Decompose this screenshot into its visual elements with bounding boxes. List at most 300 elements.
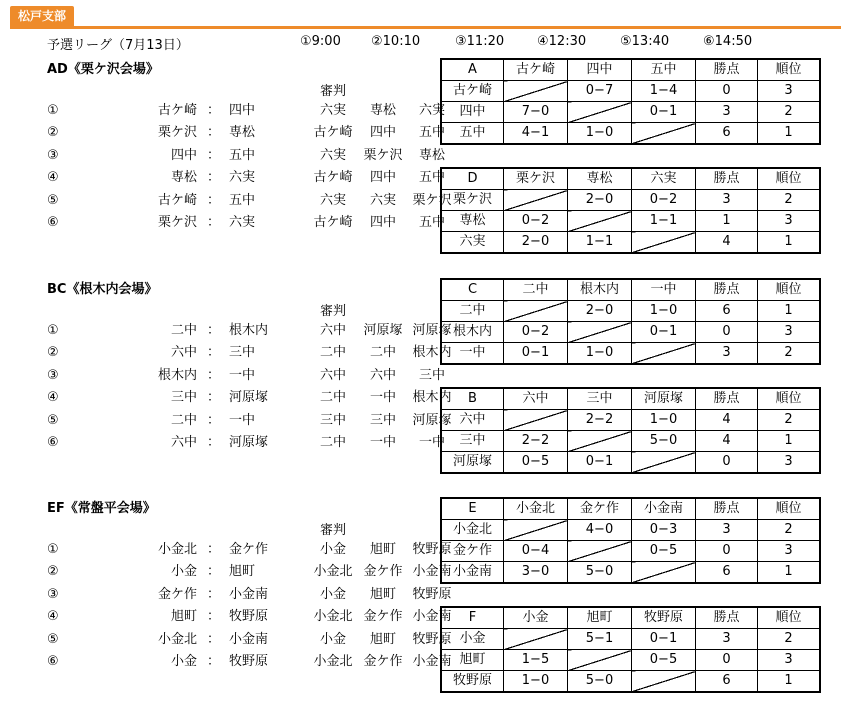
score-cell: 2 [758,343,821,365]
match-separator: ： [207,609,221,625]
row-team-name: 三中 [441,431,504,452]
score-cell: 3 [696,520,758,541]
column-header: 根木内 [568,279,632,301]
match-separator: ： [207,345,221,361]
away-team: 三中 [229,345,256,361]
score-cell: 1 [758,123,821,145]
score-cell: 3 [758,81,821,102]
self-match-cell [568,211,632,232]
home-team: 小金 [170,564,197,580]
referee-3: 河原塚 [412,412,452,428]
self-match-cell [632,452,696,474]
score-cell: 2−2 [568,410,632,431]
score-cell: 0−1 [632,102,696,123]
score-cell: 3 [696,629,758,650]
home-team: 六中 [170,345,197,361]
group-label: F [441,607,504,629]
time-4: ④12:30 [537,34,587,49]
referee-2: 四中 [369,215,396,230]
time-2: ②10:10 [371,34,421,49]
referee-label: 審判 [320,304,347,319]
column-header: 小金北 [504,498,568,520]
score-cell: 0 [696,452,758,474]
self-match-cell [632,232,696,254]
table-row [441,452,820,474]
column-header: 勝点 [696,59,758,81]
referee-2: 三中 [369,412,396,428]
score-cell: 1−4 [632,81,696,102]
referee-3: 河原塚 [412,323,452,338]
referee-1: 六中 [319,323,346,338]
table-header-row [441,388,820,410]
venue-title: AD《栗ケ沢会場》 [47,62,159,77]
column-header: 小金南 [632,498,696,520]
score-cell: 2−0 [568,190,632,211]
group-label: E [441,498,504,520]
match-number: ⑥ [47,435,59,450]
score-cell: 3−0 [504,562,568,584]
score-cell: 0−1 [504,343,568,365]
match-row [47,343,452,363]
referee-2: 金ケ作 [363,654,403,669]
league-table [440,58,821,145]
table-row [441,671,820,693]
match-separator: ： [207,125,221,141]
referee-3: 三中 [418,367,445,383]
referee-3: 小金南 [412,564,452,580]
referee-3: 牧野原 [412,586,452,602]
column-header: 順位 [758,59,821,81]
referee-3: 専松 [418,147,445,163]
score-cell: 2 [758,410,821,431]
away-team: 四中 [229,103,256,118]
home-team: 小金北 [157,631,197,647]
referee-2: 旭町 [369,586,396,602]
referee-3: 一中 [418,435,445,450]
away-team: 河原塚 [229,435,269,450]
away-team: 小金南 [229,631,269,647]
match-separator: ： [207,412,221,428]
score-cell: 1−5 [504,650,568,671]
group-label: A [441,59,504,81]
referee-1: 小金 [319,586,346,602]
self-match-cell [568,431,632,452]
score-cell: 1−1 [632,211,696,232]
score-cell: 1−0 [504,671,568,693]
score-cell: 4 [696,410,758,431]
column-header: 二中 [504,279,568,301]
match-number: ⑤ [47,631,59,647]
self-match-cell [568,541,632,562]
home-team: 六中 [170,435,197,450]
match-number: ③ [47,147,59,163]
match-row [47,146,445,166]
home-team: 栗ケ沢 [157,215,197,230]
score-cell: 0−1 [632,322,696,343]
home-team: 小金 [170,654,197,669]
time-1: ①9:00 [300,34,341,49]
column-header: 古ケ崎 [504,59,568,81]
column-header: 勝点 [696,498,758,520]
score-cell: 4 [696,431,758,452]
score-cell: 3 [696,190,758,211]
column-header: 河原塚 [632,388,696,410]
column-header: 順位 [758,607,821,629]
self-match-cell [504,629,568,650]
column-header: 一中 [632,279,696,301]
referee-2: 専松 [369,103,396,118]
column-header: 小金 [504,607,568,629]
score-cell: 1−0 [568,343,632,365]
match-separator: ： [207,170,221,186]
match-row [47,607,452,627]
score-cell: 2−2 [504,431,568,452]
score-cell: 1 [696,211,758,232]
self-match-cell [632,671,696,693]
score-cell: 3 [696,102,758,123]
score-cell: 0 [696,541,758,562]
column-header: 勝点 [696,168,758,190]
referee-1: 六中 [319,367,346,383]
column-header: 順位 [758,388,821,410]
table-row [441,520,820,541]
column-header: 四中 [568,59,632,81]
column-header: 勝点 [696,279,758,301]
match-separator: ： [207,323,221,338]
league-table [440,278,821,365]
venue-title: EF《常盤平会場》 [47,501,156,516]
group-label: D [441,168,504,190]
score-cell: 0−5 [632,541,696,562]
match-separator: ： [207,654,221,669]
table-row [441,232,820,254]
self-match-cell [568,102,632,123]
referee-1: 古ケ崎 [313,170,353,186]
away-team: 金ケ作 [229,542,269,557]
referee-2: 一中 [369,390,396,406]
referee-3: 栗ケ沢 [412,192,452,208]
table-row [441,81,820,102]
table-row [441,410,820,431]
referee-1: 古ケ崎 [313,125,353,141]
league-table [440,387,821,474]
score-cell: 3 [758,650,821,671]
referee-1: 小金 [319,542,346,557]
score-cell: 0 [696,650,758,671]
match-number: ① [47,542,59,557]
home-team: 二中 [170,323,197,338]
row-team-name: 河原塚 [441,452,504,474]
match-row [47,540,452,560]
home-team: 根木内 [157,367,197,383]
score-cell: 3 [758,541,821,562]
home-team: 四中 [170,147,197,163]
score-cell: 0−2 [632,190,696,211]
score-cell: 3 [758,322,821,343]
score-cell: 1−0 [632,410,696,431]
row-team-name: 専松 [441,211,504,232]
away-team: 五中 [229,192,256,208]
score-cell: 1 [758,671,821,693]
score-cell: 0−1 [568,452,632,474]
row-team-name: 根木内 [441,322,504,343]
self-match-cell [504,301,568,322]
match-row [47,321,452,341]
referee-3: 五中 [418,125,445,141]
score-cell: 0−4 [504,541,568,562]
match-row [47,630,452,650]
column-header: 旭町 [568,607,632,629]
match-number: ① [47,323,59,338]
match-row [47,123,445,143]
match-separator: ： [207,103,221,118]
row-team-name: 一中 [441,343,504,365]
score-cell: 0 [696,322,758,343]
score-cell: 6 [696,671,758,693]
self-match-cell [568,650,632,671]
referee-3: 根木内 [412,390,452,406]
referee-2: 旭町 [369,631,396,647]
venue-title: BC《根木内会場》 [47,282,158,297]
match-separator: ： [207,564,221,580]
referee-2: 金ケ作 [363,564,403,580]
match-number: ④ [47,390,59,406]
column-header: 金ケ作 [568,498,632,520]
score-cell: 1−0 [632,301,696,322]
referee-2: 六実 [369,192,396,208]
score-cell: 0 [696,81,758,102]
referee-1: 小金北 [313,609,353,625]
self-match-cell [504,81,568,102]
away-team: 一中 [229,412,256,428]
score-cell: 2 [758,190,821,211]
row-team-name: 六中 [441,410,504,431]
row-team-name: 六実 [441,232,504,254]
score-cell: 1−0 [568,123,632,145]
match-number: ④ [47,170,59,186]
score-cell: 6 [696,301,758,322]
match-number: ⑤ [47,412,59,428]
referee-3: 五中 [418,215,445,230]
match-row [47,168,445,188]
row-team-name: 小金南 [441,562,504,584]
table-row [441,431,820,452]
away-team: 旭町 [229,564,256,580]
match-number: ③ [47,586,59,602]
match-number: ④ [47,609,59,625]
referee-1: 二中 [319,435,346,450]
away-team: 六実 [229,215,256,230]
match-row [47,652,452,672]
column-header: 三中 [568,388,632,410]
row-team-name: 栗ケ沢 [441,190,504,211]
score-cell: 2 [758,102,821,123]
match-number: ⑤ [47,192,59,208]
referee-2: 金ケ作 [363,609,403,625]
self-match-cell [568,322,632,343]
score-cell: 5−0 [568,562,632,584]
away-team: 六実 [229,170,256,186]
score-cell: 2−0 [504,232,568,254]
match-row [47,585,452,605]
referee-3: 小金南 [412,609,452,625]
match-separator: ： [207,390,221,406]
table-row [441,123,820,145]
table-row [441,322,820,343]
score-cell: 0−1 [632,629,696,650]
time-3: ③11:20 [455,34,505,49]
row-team-name: 四中 [441,102,504,123]
table-header-row [441,498,820,520]
score-cell: 1 [758,301,821,322]
match-row [47,433,445,453]
home-team: 旭町 [170,609,197,625]
score-cell: 1 [758,431,821,452]
score-cell: 5−0 [632,431,696,452]
self-match-cell [504,190,568,211]
tab-underline [10,26,841,29]
referee-3: 牧野原 [412,631,452,647]
match-number: ③ [47,367,59,383]
table-row [441,541,820,562]
match-separator: ： [207,215,221,230]
table-header-row [441,607,820,629]
column-header: 専松 [568,168,632,190]
branch-tab[interactable]: 松戸支部 [10,6,74,26]
column-header: 順位 [758,168,821,190]
score-cell: 0−2 [504,211,568,232]
score-cell: 4 [696,232,758,254]
match-row [47,388,452,408]
home-team: 金ケ作 [157,586,197,602]
group-label: C [441,279,504,301]
referee-1: 六実 [319,192,346,208]
row-team-name: 金ケ作 [441,541,504,562]
score-cell: 0−2 [504,322,568,343]
referee-3: 根木内 [412,345,452,361]
match-separator: ： [207,147,221,163]
away-team: 一中 [229,367,256,383]
column-header: 勝点 [696,388,758,410]
referee-3: 牧野原 [412,542,452,557]
match-separator: ： [207,631,221,647]
table-row [441,629,820,650]
score-cell: 1 [758,562,821,584]
match-row [47,191,452,211]
match-separator: ： [207,586,221,602]
match-number: ⑥ [47,654,59,669]
time-5: ⑤13:40 [620,34,670,49]
home-team: 古ケ崎 [157,192,197,208]
match-row [47,101,445,121]
referee-2: 六中 [369,367,396,383]
match-row [47,366,445,386]
away-team: 牧野原 [229,609,269,625]
referee-1: 三中 [319,412,346,428]
match-row [47,411,452,431]
match-separator: ： [207,435,221,450]
match-number: ② [47,345,59,361]
match-separator: ： [207,542,221,557]
self-match-cell [632,343,696,365]
home-team: 古ケ崎 [157,103,197,118]
referee-2: 四中 [369,125,396,141]
referee-1: 古ケ崎 [313,215,353,230]
score-cell: 3 [758,452,821,474]
home-team: 小金北 [157,542,197,557]
score-cell: 0−5 [632,650,696,671]
referee-1: 小金 [319,631,346,647]
score-cell: 2 [758,520,821,541]
score-cell: 4−0 [568,520,632,541]
self-match-cell [504,520,568,541]
row-team-name: 古ケ崎 [441,81,504,102]
referee-1: 六実 [319,147,346,163]
match-separator: ： [207,192,221,208]
table-row [441,301,820,322]
score-cell: 0−3 [632,520,696,541]
self-match-cell [632,562,696,584]
score-cell: 1−1 [568,232,632,254]
score-cell: 6 [696,562,758,584]
league-table [440,167,821,254]
row-team-name: 旭町 [441,650,504,671]
score-cell: 2−0 [568,301,632,322]
referee-1: 二中 [319,345,346,361]
home-team: 三中 [170,390,197,406]
away-team: 五中 [229,147,256,163]
column-header: 五中 [632,59,696,81]
table-row [441,211,820,232]
row-team-name: 小金北 [441,520,504,541]
column-header: 六実 [632,168,696,190]
referee-1: 二中 [319,390,346,406]
referee-2: 旭町 [369,542,396,557]
match-number: ⑥ [47,215,59,230]
away-team: 河原塚 [229,390,269,406]
score-cell: 5−0 [568,671,632,693]
score-cell: 5−1 [568,629,632,650]
home-team: 栗ケ沢 [157,125,197,141]
row-team-name: 二中 [441,301,504,322]
column-header: 栗ケ沢 [504,168,568,190]
match-row [47,213,445,233]
row-team-name: 牧野原 [441,671,504,693]
score-cell: 3 [696,343,758,365]
away-team: 根木内 [229,323,269,338]
score-cell: 7−0 [504,102,568,123]
score-cell: 4−1 [504,123,568,145]
score-cell: 0−7 [568,81,632,102]
table-row [441,343,820,365]
page-title: 予選リーグ（7月13日） [47,38,189,53]
table-row [441,562,820,584]
league-table [440,606,821,693]
referee-label: 審判 [320,523,347,538]
row-team-name: 五中 [441,123,504,145]
self-match-cell [632,123,696,145]
match-row [47,562,452,582]
time-6: ⑥14:50 [703,34,753,49]
self-match-cell [504,410,568,431]
referee-2: 一中 [369,435,396,450]
column-header: 六中 [504,388,568,410]
referee-3: 小金南 [412,654,452,669]
column-header: 順位 [758,498,821,520]
table-row [441,102,820,123]
score-cell: 3 [758,211,821,232]
away-team: 専松 [229,125,256,141]
